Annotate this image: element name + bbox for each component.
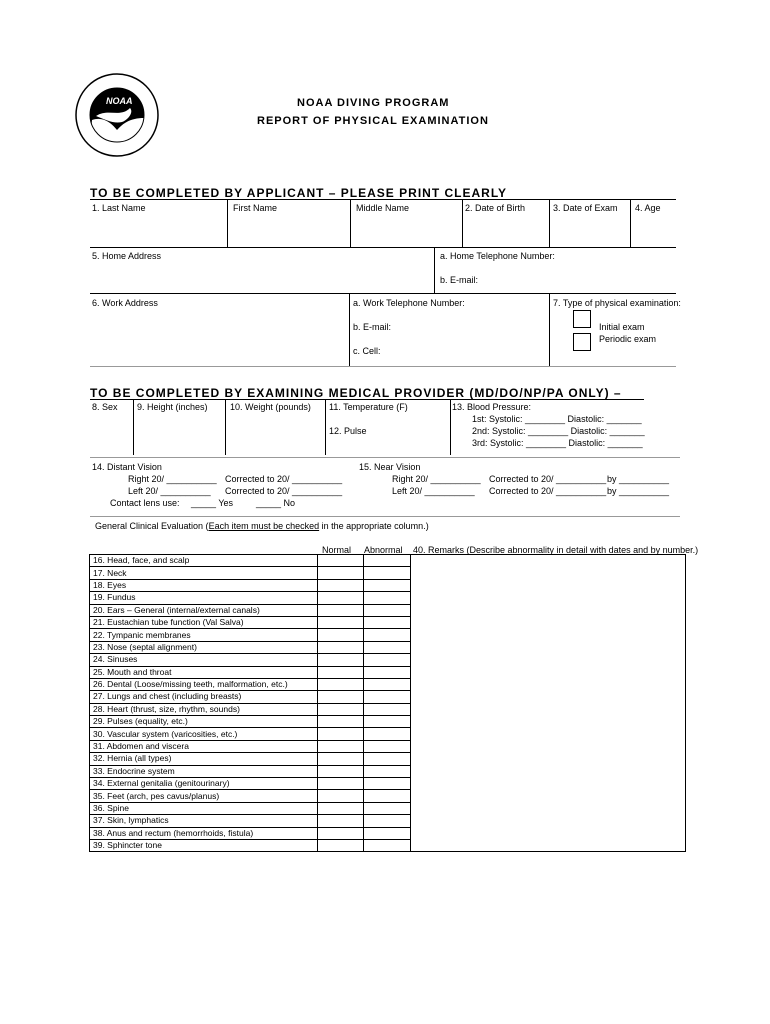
- work-email-field[interactable]: b. E-mail:: [353, 322, 392, 332]
- blood-pressure-label: 13. Blood Pressure:: [452, 402, 532, 412]
- date-of-exam-field[interactable]: 3. Date of Exam: [553, 203, 618, 213]
- divider: [349, 293, 350, 366]
- divider: [90, 399, 644, 400]
- abnormal-check-cell[interactable]: [364, 678, 411, 690]
- abnormal-check-cell[interactable]: [364, 839, 411, 851]
- normal-check-cell[interactable]: [318, 654, 364, 666]
- work-address-field[interactable]: 6. Work Address: [92, 298, 158, 308]
- abnormal-check-cell[interactable]: [364, 790, 411, 802]
- abnormal-check-cell[interactable]: [364, 555, 411, 567]
- normal-check-cell[interactable]: [318, 666, 364, 678]
- normal-check-cell[interactable]: [318, 678, 364, 690]
- abnormal-check-cell[interactable]: [364, 827, 411, 839]
- normal-check-cell[interactable]: [318, 753, 364, 765]
- abnormal-check-cell[interactable]: [364, 703, 411, 715]
- first-name-field[interactable]: First Name: [233, 203, 278, 213]
- exam-item-label: 24. Sinuses: [90, 654, 318, 666]
- normal-check-cell[interactable]: [318, 616, 364, 628]
- bp-second-reading[interactable]: 2nd: Systolic: ________ Diastolic: _______: [472, 426, 645, 436]
- exam-item-label: 21. Eustachian tube function (Val Salva): [90, 616, 318, 628]
- near-right-corrected-field[interactable]: Corrected to 20/ __________: [489, 474, 607, 484]
- normal-column-header: Normal: [322, 545, 352, 555]
- divider: [450, 399, 451, 455]
- exam-item-label: 32. Hernia (all types): [90, 753, 318, 765]
- last-name-field[interactable]: 1. Last Name: [92, 203, 146, 213]
- pulse-field[interactable]: 12. Pulse: [329, 426, 367, 436]
- exam-item-label: 18. Eyes: [90, 579, 318, 591]
- bp-first-reading[interactable]: 1st: Systolic: ________ Diastolic: _______: [472, 414, 642, 424]
- normal-check-cell[interactable]: [318, 604, 364, 616]
- remarks-column-header: 40. Remarks (Describe abnormality in detail with dates and by number.): [413, 545, 699, 555]
- divider: [90, 516, 680, 517]
- provider-section-heading: TO BE COMPLETED BY EXAMINING MEDICAL PROVIDER (MD/DO/NP/PA ONLY) –: [90, 386, 622, 400]
- evaluation-instructions: General Clinical Evaluation (Each item must be checked in the appropriate column.): [95, 521, 429, 531]
- normal-check-cell[interactable]: [318, 839, 364, 851]
- abnormal-check-cell[interactable]: [364, 629, 411, 641]
- abnormal-check-cell[interactable]: [364, 753, 411, 765]
- divider: [90, 457, 680, 458]
- exam-item-label: 39. Sphincter tone: [90, 839, 318, 851]
- near-vision-label: 15. Near Vision: [359, 462, 421, 472]
- normal-check-cell[interactable]: [318, 641, 364, 653]
- exam-item-label: 36. Spine: [90, 802, 318, 814]
- periodic-exam-label: Periodic exam: [599, 334, 657, 344]
- exam-item-label: 27. Lungs and chest (including breasts): [90, 691, 318, 703]
- normal-check-cell[interactable]: [318, 579, 364, 591]
- exam-item-label: 30. Vascular system (varicosities, etc.): [90, 728, 318, 740]
- divider: [90, 247, 676, 248]
- divider: [90, 366, 676, 367]
- abnormal-check-cell[interactable]: [364, 641, 411, 653]
- exam-item-label: 17. Neck: [90, 567, 318, 579]
- contact-lens-label: Contact lens use:: [110, 498, 180, 508]
- clinical-evaluation-table: [89, 554, 686, 852]
- normal-check-cell[interactable]: [318, 827, 364, 839]
- exam-item-label: 22. Tympanic membranes: [90, 629, 318, 641]
- abnormal-check-cell[interactable]: [364, 567, 411, 579]
- periodic-exam-checkbox[interactable]: [573, 333, 591, 351]
- divider: [225, 399, 226, 455]
- normal-check-cell[interactable]: [318, 592, 364, 604]
- divider: [90, 293, 676, 294]
- abnormal-check-cell[interactable]: [364, 815, 411, 827]
- noaa-seal: [74, 72, 160, 158]
- home-telephone-field[interactable]: a. Home Telephone Number:: [440, 251, 555, 261]
- normal-check-cell[interactable]: [318, 691, 364, 703]
- abnormal-check-cell[interactable]: [364, 604, 411, 616]
- near-left-field[interactable]: Left 20/ __________: [392, 486, 475, 496]
- abnormal-check-cell[interactable]: [364, 666, 411, 678]
- normal-check-cell[interactable]: [318, 802, 364, 814]
- normal-check-cell[interactable]: [318, 703, 364, 715]
- abnormal-check-cell[interactable]: [364, 579, 411, 591]
- exam-item-label: 16. Head, face, and scalp: [90, 555, 318, 567]
- exam-item-label: 38. Anus and rectum (hemorrhoids, fistula): [90, 827, 318, 839]
- distant-left-field[interactable]: Left 20/ __________: [128, 486, 211, 496]
- abnormal-check-cell[interactable]: [364, 802, 411, 814]
- divider: [133, 399, 134, 455]
- divider: [325, 399, 326, 455]
- abnormal-check-cell[interactable]: [364, 592, 411, 604]
- exam-item-label: 28. Heart (thrust, size, rhythm, sounds): [90, 703, 318, 715]
- exam-item-label: 19. Fundus: [90, 592, 318, 604]
- normal-check-cell[interactable]: [318, 555, 364, 567]
- exam-item-label: 23. Nose (septal alignment): [90, 641, 318, 653]
- form-title: NOAA DIVING PROGRAM: [297, 97, 450, 109]
- exam-item-label: 35. Feet (arch, pes cavus/planus): [90, 790, 318, 802]
- normal-check-cell[interactable]: [318, 728, 364, 740]
- exam-item-label: 33. Endocrine system: [90, 765, 318, 777]
- contact-lens-no[interactable]: _____ No: [256, 498, 296, 508]
- divider: [549, 199, 550, 247]
- abnormal-check-cell[interactable]: [364, 654, 411, 666]
- divider: [462, 199, 463, 247]
- normal-check-cell[interactable]: [318, 815, 364, 827]
- home-address-field[interactable]: 5. Home Address: [92, 251, 162, 261]
- distant-vision-label: 14. Distant Vision: [92, 462, 162, 472]
- exam-item-label: 20. Ears – General (internal/external canals): [90, 604, 318, 616]
- distant-right-corrected-field[interactable]: Corrected to 20/ __________: [225, 474, 343, 484]
- exam-item-label: 34. External genitalia (genitourinary): [90, 778, 318, 790]
- weight-field[interactable]: 10. Weight (pounds): [230, 402, 311, 412]
- abnormal-check-cell[interactable]: [364, 778, 411, 790]
- height-field[interactable]: 9. Height (inches): [137, 402, 208, 412]
- divider: [350, 199, 351, 247]
- initial-exam-checkbox[interactable]: [573, 310, 591, 328]
- cell-field[interactable]: c. Cell:: [353, 346, 381, 356]
- exam-type-label: 7. Type of physical examination:: [553, 298, 681, 308]
- home-email-field[interactable]: b. E-mail:: [440, 275, 479, 285]
- temperature-field[interactable]: 11. Temperature (F): [329, 402, 408, 412]
- exam-item-label: 25. Mouth and throat: [90, 666, 318, 678]
- abnormal-check-cell[interactable]: [364, 691, 411, 703]
- normal-check-cell[interactable]: [318, 716, 364, 728]
- near-right-field[interactable]: Right 20/ __________: [392, 474, 481, 484]
- normal-check-cell[interactable]: [318, 790, 364, 802]
- contact-lens-yes[interactable]: _____ Yes: [191, 498, 234, 508]
- bp-third-reading[interactable]: 3rd: Systolic: ________ Diastolic: _______: [472, 438, 643, 448]
- normal-check-cell[interactable]: [318, 629, 364, 641]
- applicant-section-heading: TO BE COMPLETED BY APPLICANT – PLEASE PRINT CLEARLY: [90, 186, 508, 200]
- distant-right-field[interactable]: Right 20/ __________: [128, 474, 217, 484]
- normal-check-cell[interactable]: [318, 567, 364, 579]
- abnormal-check-cell[interactable]: [364, 740, 411, 752]
- divider: [90, 199, 676, 200]
- near-left-by-field[interactable]: by __________: [607, 486, 670, 496]
- abnormal-check-cell[interactable]: [364, 728, 411, 740]
- abnormal-column-header: Abnormal: [364, 545, 403, 555]
- divider: [549, 293, 550, 366]
- middle-name-field[interactable]: Middle Name: [356, 203, 410, 213]
- near-left-corrected-field[interactable]: Corrected to 20/ __________: [489, 486, 607, 496]
- exam-item-label: 26. Dental (Loose/missing teeth, malformation, etc.): [90, 678, 318, 690]
- divider: [434, 247, 435, 293]
- exam-item-label: 37. Skin, lymphatics: [90, 815, 318, 827]
- abnormal-check-cell[interactable]: [364, 716, 411, 728]
- age-field[interactable]: 4. Age: [635, 203, 661, 213]
- divider: [630, 199, 631, 247]
- divider: [227, 199, 228, 247]
- exam-item-label: 31. Abdomen and viscera: [90, 740, 318, 752]
- remarks-cell[interactable]: [411, 555, 686, 852]
- date-of-birth-field[interactable]: 2. Date of Birth: [465, 203, 526, 213]
- abnormal-check-cell[interactable]: [364, 765, 411, 777]
- normal-check-cell[interactable]: [318, 778, 364, 790]
- exam-item-label: 29. Pulses (equality, etc.): [90, 716, 318, 728]
- table-row: [90, 555, 686, 567]
- normal-check-cell[interactable]: [318, 740, 364, 752]
- abnormal-check-cell[interactable]: [364, 616, 411, 628]
- normal-check-cell[interactable]: [318, 765, 364, 777]
- sex-field[interactable]: 8. Sex: [92, 402, 118, 412]
- noaa-logo-text: NOAA: [106, 96, 133, 106]
- distant-left-corrected-field[interactable]: Corrected to 20/ __________: [225, 486, 343, 496]
- near-right-by-field[interactable]: by __________: [607, 474, 670, 484]
- initial-exam-label: Initial exam: [599, 322, 645, 332]
- work-telephone-field[interactable]: a. Work Telephone Number:: [353, 298, 465, 308]
- form-subtitle: REPORT OF PHYSICAL EXAMINATION: [257, 115, 489, 127]
